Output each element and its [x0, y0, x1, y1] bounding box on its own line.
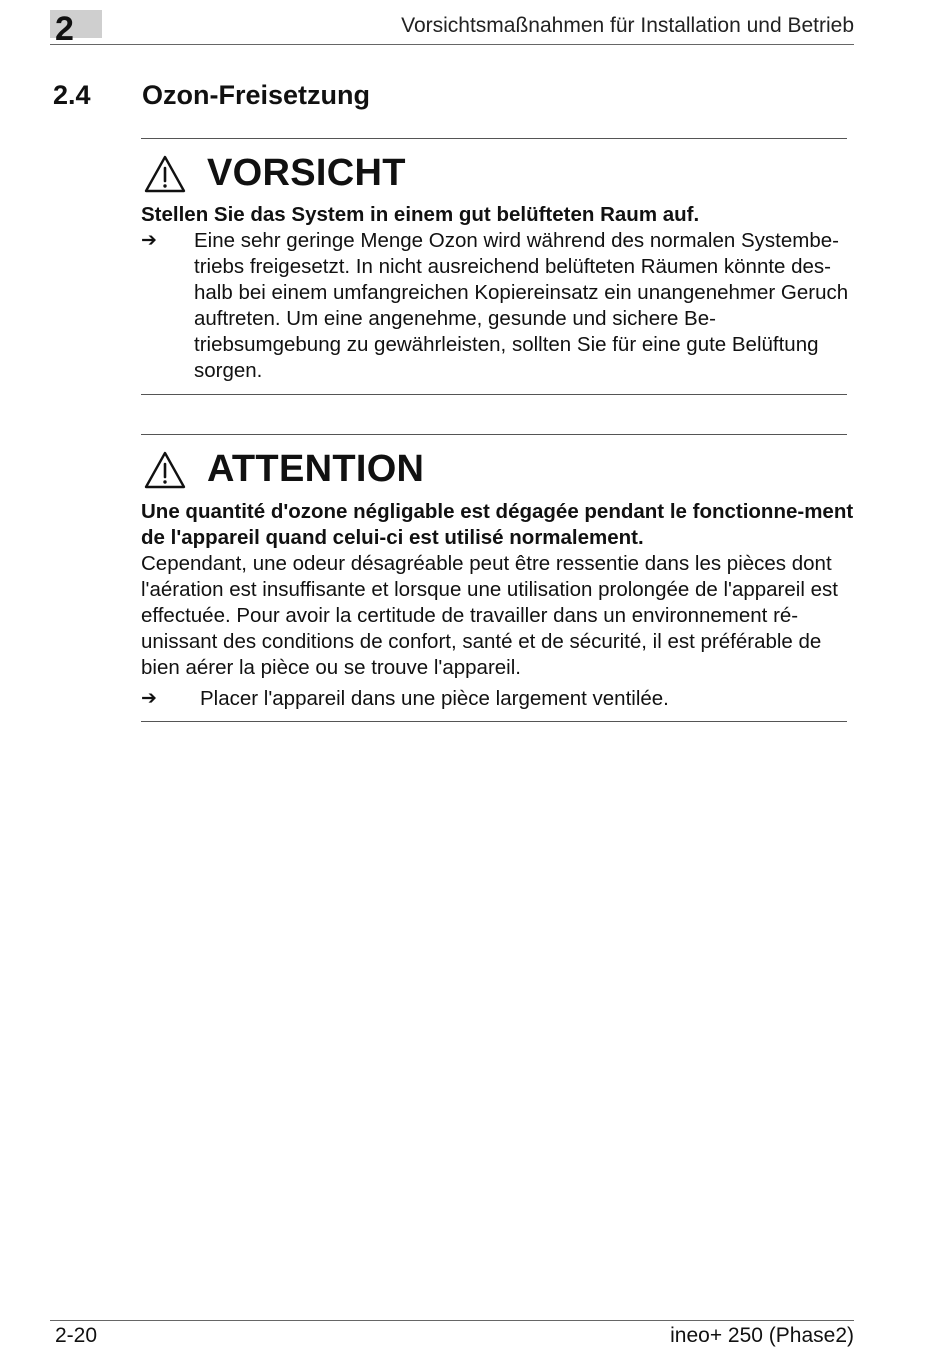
section-heading — [53, 80, 370, 111]
warning-triangle-icon — [143, 154, 187, 194]
attention-top-rule — [141, 434, 847, 435]
caution-top-rule — [141, 138, 847, 139]
caution-fr-paragraph: Cependant, une odeur désagréable peut être ressentie dans les pièces dont l'aération est insuffisante et lorsque une utilisation prolongée de l'appareil est effectuée. Pour avoir la certitude de travailler dans un environnement ré-unissant des conditions de confort, santé et de sécurité, il est préférable de bien aérer la pièce ou se trouve l'appareil. — [141, 552, 838, 679]
attention-heading — [143, 448, 424, 491]
warning-triangle-icon — [143, 450, 187, 490]
caution-fr-bullet — [141, 686, 855, 712]
caution-bottom-rule — [141, 394, 847, 395]
caution-fr-bullet-text: Placer l'appareil dans une pièce largement ventilée. — [200, 687, 669, 710]
attention-label: ATTENTION — [207, 448, 425, 490]
chapter-number: 2 — [55, 10, 74, 48]
caution-de-bullet-text: Eine sehr geringe Menge Ozon wird während des normalen Systembe-triebs freigesetzt. In nicht ausreichend belüfteten Räumen könnte des-halb bei einem umfangreichen Kopiereinsatz ein unangenehmer Geruch auftreten. Um eine angenehme, gesunde und sichere Be-triebsumgebung zu gewährleisten, sollten Sie für eine gute Belüftung sorgen. — [194, 229, 849, 382]
caution-heading — [143, 152, 406, 195]
arrow-icon: ➔ — [141, 688, 157, 709]
caution-de-lead: Stellen Sie das System in einem gut belüfteten Raum auf. — [141, 203, 700, 226]
caution-de-body — [141, 202, 855, 384]
section-number: 2.4 — [53, 80, 91, 110]
caution-de-bullet — [141, 228, 855, 384]
running-header-title: Vorsichtsmaßnahmen für Installation und Betrieb — [401, 14, 854, 37]
section-title: Ozon-Freisetzung — [142, 80, 370, 110]
attention-bottom-rule — [141, 721, 847, 722]
caution-fr-lead: Une quantité d'ozone négligable est dégagée pendant le fonctionne-ment de l'appareil quand celui-ci est utilisé normalement. — [141, 500, 854, 549]
header-divider — [50, 44, 854, 45]
arrow-icon: ➔ — [141, 230, 157, 251]
product-name: ineo+ 250 (Phase2) — [670, 1324, 854, 1347]
caution-fr-body — [141, 499, 855, 712]
page-number: 2-20 — [55, 1324, 98, 1347]
footer-divider — [50, 1320, 854, 1321]
caution-label: VORSICHT — [207, 152, 406, 194]
